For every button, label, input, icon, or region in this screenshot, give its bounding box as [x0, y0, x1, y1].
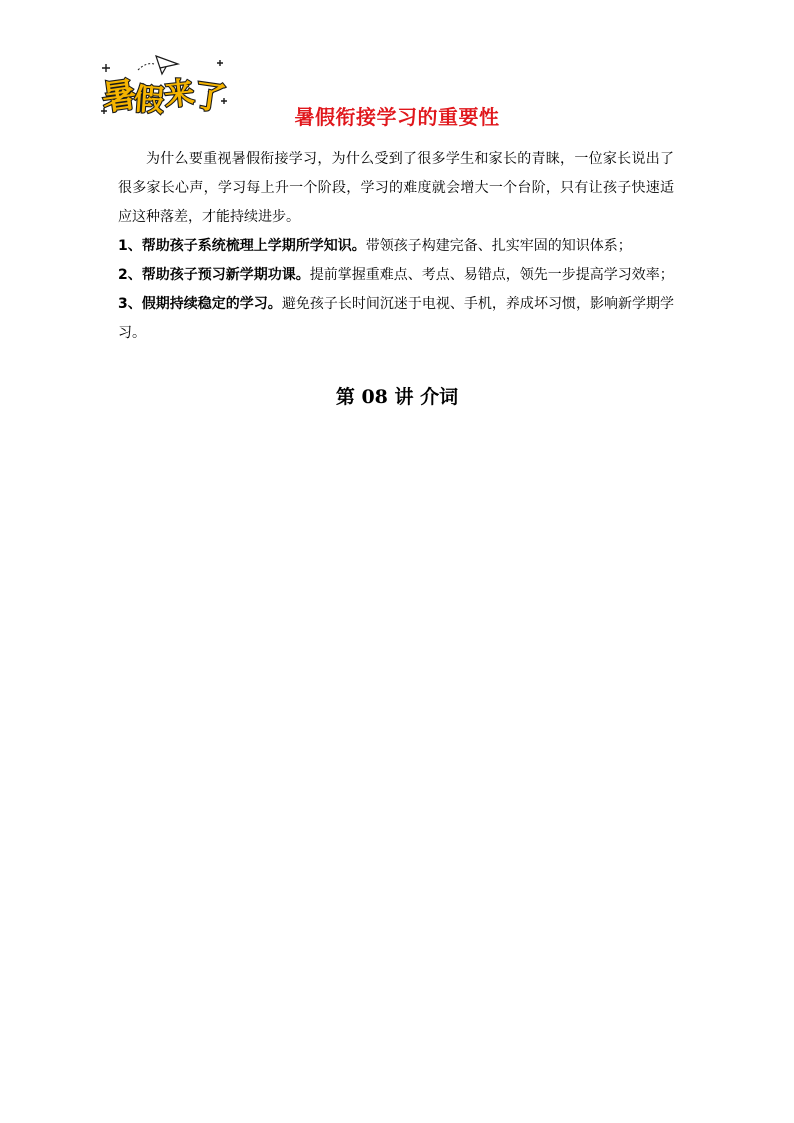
- intro-paragraph: 为什么要重视暑假衔接学习，为什么受到了很多学生和家长的青睐，一位家长说出了很多家长心声，学习每上升一个阶段，学习的难度就会增大一个台阶，只有让孩子快速适应这种落差，才能持续进步。: [118, 151, 674, 225]
- point-item-3: [118, 290, 674, 348]
- svg-text:来: 来: [162, 75, 197, 114]
- point-2-text: 提前掌握重难点、考点、易错点，领先一步提高学习效率；: [309, 267, 674, 283]
- point-2-lead: 2、帮助孩子预习新学期功课。: [118, 267, 310, 283]
- document-title: 暑假衔接学习的重要性: [294, 105, 500, 129]
- point-item-2: [118, 261, 674, 290]
- svg-text:了: 了: [191, 76, 229, 119]
- point-1-text: 带领孩子构建完备、扎实牢固的知识体系；: [365, 238, 632, 254]
- point-item-1: [118, 232, 674, 261]
- lesson-title: 第 08 讲 介词: [335, 386, 459, 408]
- point-3-lead: 3、假期持续稳定的学习。: [118, 296, 282, 312]
- document-body: [118, 145, 674, 348]
- svg-text:暑: 暑: [99, 74, 139, 120]
- point-1-lead: 1、帮助孩子系统梳理上学期所学知识。: [118, 238, 366, 254]
- point-3-text: 避免孩子长时间沉迷于电视、手机，养成坏习惯，影响新学期学习。: [118, 296, 674, 341]
- svg-text:假: 假: [132, 82, 166, 120]
